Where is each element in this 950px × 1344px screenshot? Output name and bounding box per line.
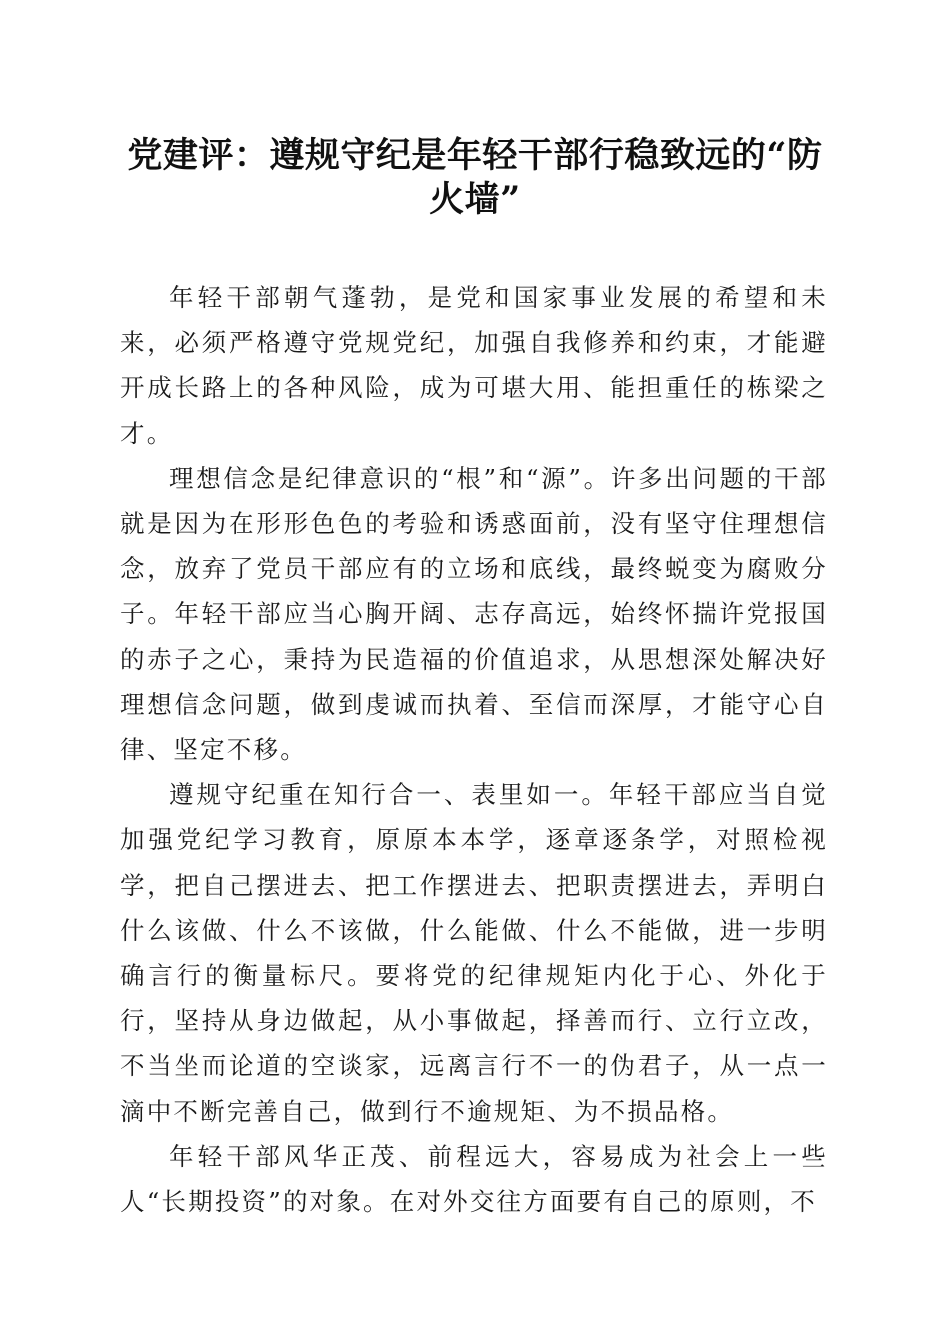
paragraph-3: 遵规守纪重在知行合一、表里如一。年轻干部应当自觉加强党纪学习教育，原原本本学，逐章逐条学，对照检视学，把自己摆进去、把工作摆进去、把职责摆进去，弄明白什么该做、什么不该做，什么能做、什么不能做，进一步明确言行的衡量标尺。要将党的纪律规矩内化于心、外化于行，坚持从身边做起，从小事做起，择善而行、立行立改，不当坐而论道的空谈家，远离言行不一的伪君子，从一点一滴中不断完善自己，做到行不逾规矩、为不损品格。 <box>120 780 828 1126</box>
document-body <box>120 275 828 1224</box>
paragraph-2: 理想信念是纪律意识的“根”和“源”。许多出问题的干部就是因为在形形色色的考验和诱惑面前，没有坚守住理想信念，放弃了党员干部应有的立场和底线，最终蜕变为腐败分子。年轻干部应当心胸开阔、志存高远，始终怀揣许党报国的赤子之心，秉持为民造福的价值追求，从思想深处解决好理想信念问题，做到虔诚而执着、至信而深厚，才能守心自律、坚定不移。 <box>120 463 828 765</box>
paragraph-1: 年轻干部朝气蓬勃，是党和国家事业发展的希望和未来，必须严格遵守党规党纪，加强自我修养和约束，才能避开成长路上的各种风险，成为可堪大用、能担重任的栋梁之才。 <box>120 283 828 448</box>
document-title: 党建评：遵规守纪是年轻干部行稳致远的“防火墙” <box>127 135 823 220</box>
paragraph-4: 年轻干部风华正茂、前程远大，容易成为社会上一些人“长期投资”的对象。在对外交往方面要有自己的原则，不 <box>120 1141 828 1217</box>
